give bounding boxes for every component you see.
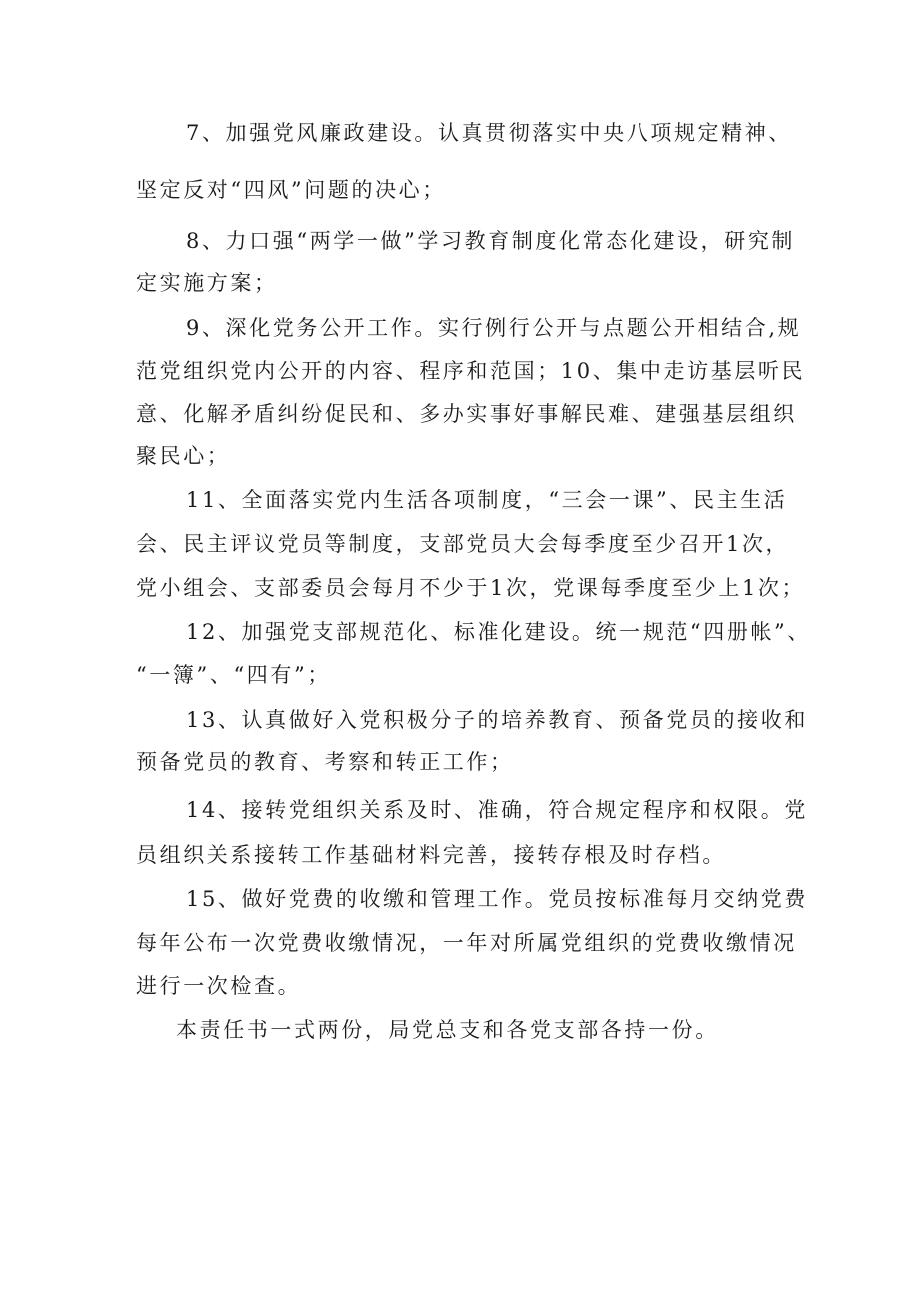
text-line: 8、力口强“两学一做”学习教育制度化常态化建设，研究制 — [186, 229, 796, 253]
text-line: 范党组织党内公开的内容、程序和范国；10、集中走访基层听民 — [136, 359, 806, 383]
text-line: 13、认真做好入党积极分子的培养教育、预备党员的接收和 — [186, 708, 808, 732]
text-line: 会、民主评议党员等制度，支部党员大会每季度至少召开1次， — [136, 532, 790, 556]
text-line: 15、做好党费的收缴和管理工作。党员按标准每月交纳党费 — [186, 887, 808, 911]
text-line: 14、接转党组织关系及时、准确，符合规定程序和权限。党 — [186, 798, 808, 822]
text-line: 11、全面落实党内生活各项制度，“三会一课”、民主生活 — [186, 488, 788, 512]
text-line: 定实施方案； — [136, 271, 278, 295]
text-line: 意、化解矛盾纠纷促民和、多办实事好事解民难、建强基层组织 — [136, 402, 797, 426]
text-line: 坚定反对“四风”问题的决心； — [136, 178, 446, 202]
text-line: 9、深化党务公开工作。实行例行公开与点题公开相结合,规 — [186, 316, 802, 340]
text-line: 聚民心； — [136, 444, 231, 468]
text-line: 党小组会、支部委员会每月不少于1次，党课每季度至少上1次； — [136, 576, 806, 600]
text-line: “一簿”、“四有”； — [136, 663, 331, 687]
text-line: 12、加强党支部规范化、标准化建设。统一规范“四册帐”、 — [186, 620, 811, 644]
text-line: 7、加强党风廉政建设。认真贯彻落实中央八项规定精神、 — [186, 121, 792, 145]
text-line: 进行一次检查。 — [136, 974, 302, 998]
text-line: 员组织关系接转工作基础材料完善，接转存根及时存档。 — [136, 843, 726, 867]
text-line: 本责任书一式两份，局党总支和各党支部各持一份。 — [176, 1018, 719, 1042]
text-line: 预备党员的教育、考察和转正工作； — [136, 750, 514, 774]
text-line: 每年公布一次党费收缴情况，一年对所属党组织的党费收缴情况 — [136, 931, 797, 955]
